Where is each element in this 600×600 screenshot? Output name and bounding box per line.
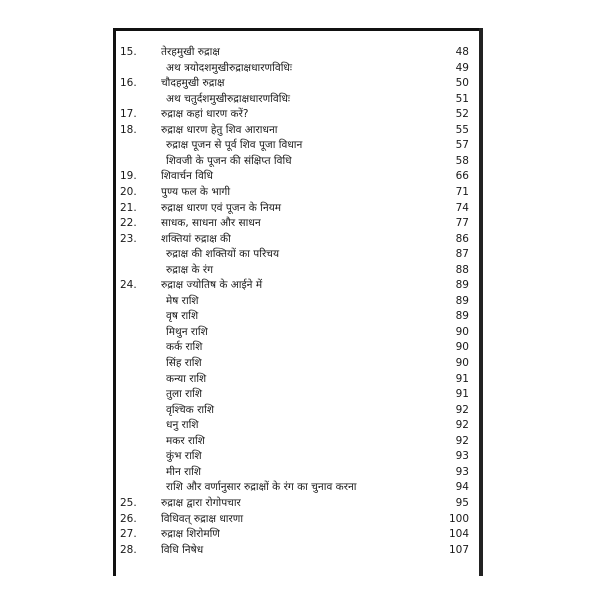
toc-entry-page-number: 90 <box>455 325 469 338</box>
toc-entry-title: रुद्राक्ष के रंग <box>166 263 214 276</box>
toc-row <box>116 185 479 201</box>
toc-entry-number: 17. <box>120 108 137 121</box>
toc-entry-title: कुंभ राशि <box>166 450 202 463</box>
toc-entry-page-number: 95 <box>455 496 469 509</box>
toc-entry-page-number: 58 <box>455 154 469 167</box>
toc-page <box>113 28 479 576</box>
toc-row <box>116 465 479 481</box>
toc-row <box>116 45 479 61</box>
toc-entry-page-number: 94 <box>455 481 469 494</box>
toc-entry-page-number: 48 <box>455 46 469 58</box>
toc-entry-title: रुद्राक्ष ज्योतिष के आईने में <box>161 279 263 292</box>
toc-entry-page-number: 107 <box>448 543 469 556</box>
toc-entry-title: विधिवत् रुद्राक्ष धारणा <box>161 512 244 525</box>
toc-entry-page-number: 93 <box>455 450 469 463</box>
toc-entry-page-number: 90 <box>455 357 469 369</box>
toc-entry-title: साधक, साधना और साधन <box>161 217 261 230</box>
toc-entry-title: मीन राशि <box>166 465 202 478</box>
toc-row <box>116 247 479 263</box>
toc-entry-page-number: 71 <box>455 185 469 198</box>
toc-entry-title: मिथुन राशि <box>166 325 208 338</box>
toc-row <box>116 387 479 403</box>
toc-row <box>116 403 479 419</box>
toc-entry-page-number: 49 <box>455 61 469 74</box>
toc-entry-number: 26. <box>120 512 137 525</box>
toc-row <box>116 154 479 170</box>
toc-entry-title: रुद्राक्ष पूजन से पूर्व शिव पूजा विधान <box>166 139 303 152</box>
toc-entry-title: पुण्य फल के भागी <box>161 185 231 198</box>
toc-row <box>116 309 479 325</box>
toc-entry-title: चौदहमुखी रुद्राक्ष <box>161 77 225 90</box>
toc-entry-number: 24. <box>120 279 137 292</box>
toc-row <box>116 123 479 139</box>
toc-entry-title: कन्या राशि <box>166 372 207 385</box>
toc-entry-page-number: 92 <box>455 434 469 447</box>
toc-entry-page-number: 89 <box>455 279 469 292</box>
toc-row <box>116 61 479 77</box>
toc-entry-title: रुद्राक्ष धारण एवं पूजन के नियम <box>161 201 282 214</box>
toc-entry-title: सिंह राशि <box>166 357 202 369</box>
toc-entry-page-number: 93 <box>455 465 469 478</box>
toc-entry-page-number: 50 <box>455 77 469 90</box>
toc-entry-number: 20. <box>120 185 137 198</box>
toc-entry-title: अथ त्रयोदशमुखीरुद्राक्षधारणविधिः <box>166 61 292 74</box>
toc-entry-page-number: 91 <box>455 388 469 401</box>
toc-row <box>116 263 479 279</box>
toc-entry-number: 15. <box>120 46 137 58</box>
toc-entry-number: 28. <box>120 543 137 556</box>
toc-entry-title: रुद्राक्ष शिरोमणि <box>161 528 220 541</box>
toc-row <box>116 201 479 217</box>
toc-entry-title: रुद्राक्ष की शक्तियों का परिचय <box>166 248 280 261</box>
toc-entry-number: 25. <box>120 496 137 509</box>
toc-entry-page-number: 86 <box>455 232 469 245</box>
toc-entry-page-number: 92 <box>455 403 469 416</box>
toc-entry-title: राशि और वर्णानुसार रुद्राक्षों के रंग का चुनाव करना <box>166 481 357 494</box>
toc-entry-page-number: 55 <box>455 123 469 136</box>
toc-entry-title: शक्तियां रुद्राक्ष की <box>161 232 231 245</box>
toc-row <box>116 480 479 496</box>
toc-entry-number: 21. <box>120 201 137 214</box>
toc-entry-number: 22. <box>120 217 137 230</box>
toc-entry-page-number: 57 <box>455 139 469 152</box>
toc-row <box>116 496 479 512</box>
toc-entry-page-number: 89 <box>455 294 469 307</box>
toc-entry-title: धनु राशि <box>166 419 199 432</box>
toc-row <box>116 92 479 108</box>
toc-entry-page-number: 90 <box>455 341 469 354</box>
toc-entry-page-number: 89 <box>455 310 469 323</box>
toc-entry-number: 27. <box>120 528 137 541</box>
toc-row <box>116 356 479 372</box>
toc-row <box>116 418 479 434</box>
toc-entry-title: रुद्राक्ष धारण हेतु शिव आराधना <box>161 123 278 136</box>
toc-entry-title: वृष राशि <box>166 310 199 323</box>
toc-entry-page-number: 104 <box>448 528 469 541</box>
toc-entry-page-number: 66 <box>455 170 469 183</box>
toc-row <box>116 107 479 123</box>
toc-entry-title: मकर राशि <box>166 434 205 447</box>
toc-entry-page-number: 88 <box>455 263 469 276</box>
toc-entry-title: रुद्राक्ष द्वारा रोगोपचार <box>161 496 241 509</box>
toc-row <box>116 325 479 341</box>
toc-entry-page-number: 51 <box>455 92 469 105</box>
toc-entry-page-number: 87 <box>455 248 469 261</box>
toc-entry-title: वृश्चिक राशि <box>166 403 214 416</box>
toc-entry-number: 19. <box>120 170 137 183</box>
toc-row <box>116 512 479 528</box>
toc-row <box>116 216 479 232</box>
toc-row <box>116 527 479 543</box>
toc-entry-title: तेरहमुखी रुद्राक्ष <box>161 46 220 58</box>
toc-row <box>116 372 479 388</box>
toc-entry-title: शिवजी के पूजन की संक्षिप्त विधि <box>166 154 292 167</box>
toc-entry-title: अथ चतुर्दशमुखीरुद्राक्षधारणविधिः <box>166 92 291 105</box>
toc-row <box>116 232 479 248</box>
toc-entry-page-number: 91 <box>455 372 469 385</box>
toc-entry-page-number: 74 <box>455 201 469 214</box>
toc-row <box>116 76 479 92</box>
toc-entry-title: तुला राशि <box>166 388 203 401</box>
toc-row <box>116 138 479 154</box>
toc-entry-title: कर्क राशि <box>166 341 203 354</box>
toc-entry-page-number: 77 <box>455 217 469 230</box>
toc-entry-title: मेष राशि <box>166 294 199 307</box>
toc-row <box>116 169 479 185</box>
toc-row <box>116 278 479 294</box>
toc-entry-number: 23. <box>120 232 137 245</box>
toc-entry-title: शिवार्चन विधि <box>161 170 213 183</box>
toc-row <box>116 434 479 450</box>
toc-entry-number: 16. <box>120 77 137 90</box>
toc-row <box>116 449 479 465</box>
toc-entry-number: 18. <box>120 123 137 136</box>
toc-entry-title: रुद्राक्ष कहां धारण करें? <box>161 108 249 121</box>
toc-row <box>116 543 479 559</box>
toc-entry-title: विधि निषेध <box>161 543 204 556</box>
toc-entry-page-number: 52 <box>455 108 469 121</box>
toc-row <box>116 294 479 310</box>
toc-row <box>116 340 479 356</box>
toc-entry-page-number: 92 <box>455 419 469 432</box>
toc-entry-page-number: 100 <box>448 512 469 525</box>
